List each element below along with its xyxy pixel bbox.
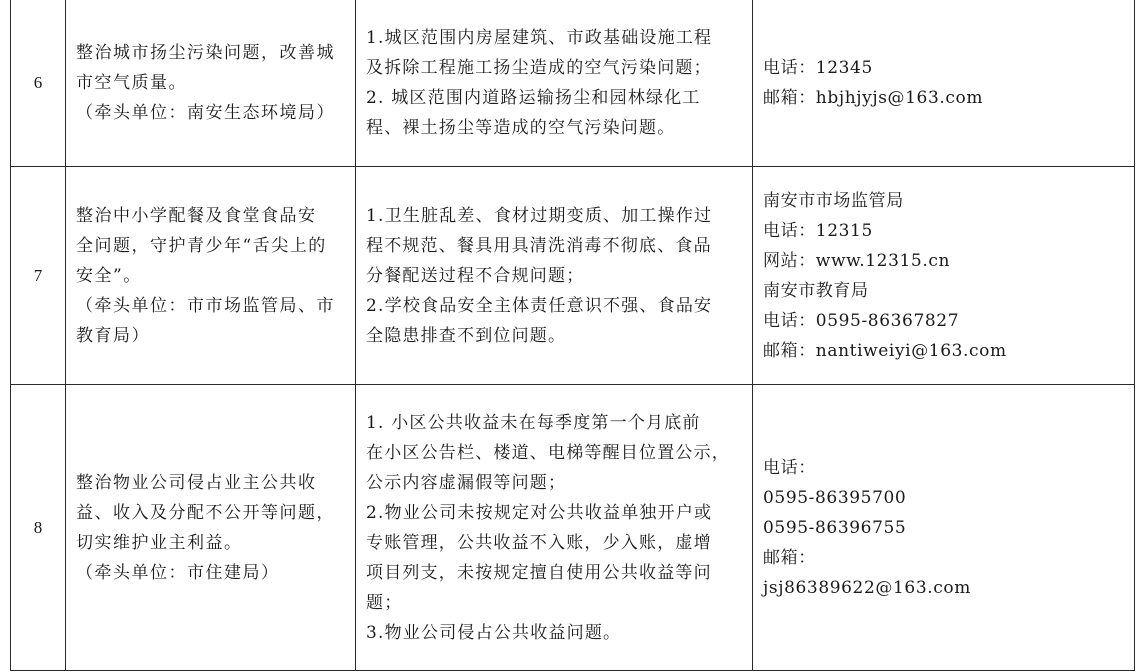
contact-line: jsj86389622@163.com xyxy=(763,577,971,598)
contact-line: 邮箱：nantiweiyi@163.com xyxy=(763,340,1007,361)
contact-line: 南安市教育局 xyxy=(763,280,869,301)
contact-line: 电话：0595-86367827 xyxy=(763,310,960,331)
contact-line: 电话： xyxy=(763,457,816,478)
detail-line: 3.物业公司侵占公共收益问题。 xyxy=(366,622,622,643)
issue-cell xyxy=(66,385,356,671)
detail-line: 在小区公告栏、楼道、电梯等醒目位置公示， xyxy=(366,442,730,463)
contact-line: 0595-86395700 xyxy=(763,487,907,508)
issue-line: 安全”。 xyxy=(76,265,142,286)
detail-line: 程不规范、餐具用具清洗消毒不彻底、食品 xyxy=(366,235,712,256)
contact-cell xyxy=(753,167,1135,385)
detail-line: 程、裸土扬尘等造成的空气污染问题。 xyxy=(366,117,676,138)
table-row xyxy=(11,385,1135,671)
detail-line: 2.学校食品安全主体责任意识不强、食品安 xyxy=(366,295,713,316)
detail-line: 专账管理，公共收益不入账，少入账，虚增 xyxy=(366,532,712,553)
contact-line: 网站：www.12315.cn xyxy=(763,250,950,271)
problem-detail-cell xyxy=(356,0,753,167)
table-row xyxy=(11,0,1135,167)
table-row xyxy=(11,167,1135,385)
problem-detail-cell xyxy=(356,167,753,385)
contact-line: 邮箱： xyxy=(763,547,816,568)
detail-line: 2. 城区范围内道路运输扬尘和园林绿化工 xyxy=(366,87,701,108)
detail-line: 题； xyxy=(366,592,403,613)
detail-line: 1.卫生脏乱差、食材过期变质、加工操作过 xyxy=(366,205,713,226)
issue-cell xyxy=(66,167,356,385)
problem-detail-cell xyxy=(356,385,753,671)
contact-line: 邮箱：hbjhjyjs@163.com xyxy=(763,87,984,108)
issue-line: 市空气质量。 xyxy=(76,72,187,93)
contact-line: 南安市市场监管局 xyxy=(763,190,904,211)
contact-line: 0595-86396755 xyxy=(763,517,907,538)
issue-line: （牵头单位：南安生态环境局） xyxy=(76,102,335,123)
issue-line: 益、收入及分配不公开等问题， xyxy=(76,502,335,523)
detail-line: 分餐配送过程不合规问题； xyxy=(366,265,585,286)
detail-line: 2.物业公司未按规定对公共收益单独开户或 xyxy=(366,502,713,523)
detail-line: 全隐患排查不到位问题。 xyxy=(366,325,567,346)
row-number: 8 xyxy=(11,385,66,671)
contact-cell xyxy=(753,385,1135,671)
issue-line: （牵头单位：市住建局） xyxy=(76,562,280,583)
detail-line: 1.城区范围内房屋建筑、市政基础设施工程 xyxy=(366,27,713,48)
detail-line: 项目列支，未按规定擅自使用公共收益等问 xyxy=(366,562,712,583)
issue-line: （牵头单位：市市场监管局、市 xyxy=(76,295,335,316)
issue-line: 全问题，守护青少年“舌尖上的 xyxy=(76,235,327,256)
issue-line: 整治中小学配餐及食堂食品安 xyxy=(76,205,317,226)
row-number: 7 xyxy=(11,167,66,385)
row-number: 6 xyxy=(11,0,66,167)
contact-line: 电话：12315 xyxy=(763,220,873,241)
issue-line: 整治物业公司侵占业主公共收 xyxy=(76,472,317,493)
detail-line: 及拆除工程施工扬尘造成的空气污染问题； xyxy=(366,57,712,78)
detail-line: 1. 小区公共收益未在每季度第一个月底前 xyxy=(366,412,701,433)
supervision-table xyxy=(10,0,1135,671)
issue-line: 切实维护业主利益。 xyxy=(76,532,243,553)
contact-cell xyxy=(753,0,1135,167)
contact-line: 电话：12345 xyxy=(763,57,873,78)
issue-cell xyxy=(66,0,356,167)
issue-line: 整治城市扬尘污染问题，改善城 xyxy=(76,42,335,63)
detail-line: 公示内容虚漏假等问题； xyxy=(366,472,567,493)
issue-line: 教育局） xyxy=(76,325,150,346)
